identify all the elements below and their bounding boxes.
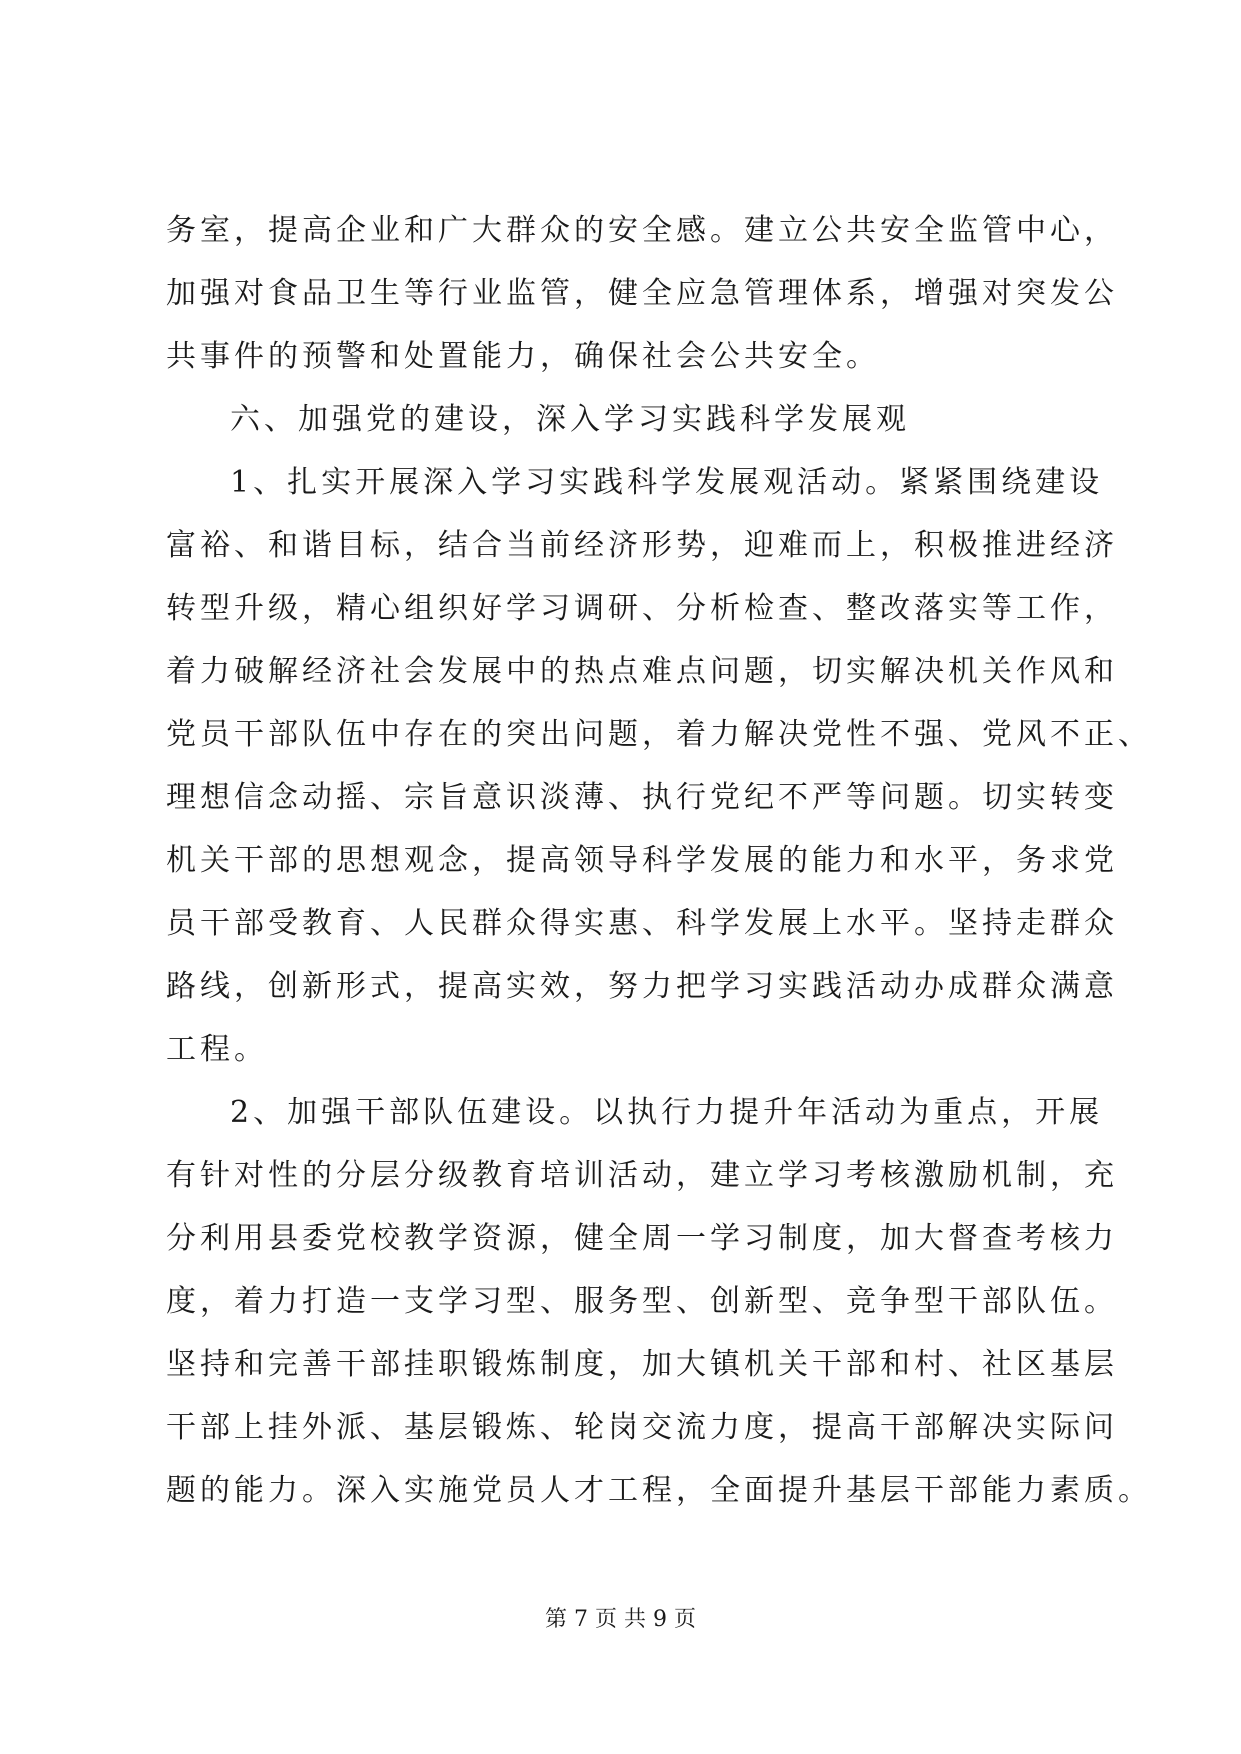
text-line: 路线，创新形式，提高实效，努力把学习实践活动办成群众满意 xyxy=(166,969,1118,1004)
text-line: 理想信念动摇、宗旨意识淡薄、执行党纪不严等问题。切实转变 xyxy=(166,780,1118,815)
text-line: 度，着力打造一支学习型、服务型、创新型、竞争型干部队伍。 xyxy=(166,1284,1118,1319)
text-line: 题的能力。深入实施党员人才工程，全面提升基层干部能力素质。 xyxy=(166,1473,1152,1508)
text-line: 员干部受教育、人民群众得实惠、科学发展上水平。坚持走群众 xyxy=(166,906,1118,941)
text-line: 有针对性的分层分级教育培训活动，建立学习考核激励机制，充 xyxy=(166,1158,1118,1193)
text-line: 加强对食品卫生等行业监管，健全应急管理体系，增强对突发公 xyxy=(166,276,1118,311)
text-line: 富裕、和谐目标，结合当前经济形势，迎难而上，积极推进经济 xyxy=(166,528,1118,563)
text-line: 干部上挂外派、基层锻炼、轮岗交流力度，提高干部解决实际问 xyxy=(166,1410,1118,1445)
document-body xyxy=(166,199,1152,1522)
text-line: 转型升级，精心组织好学习调研、分析检查、整改落实等工作， xyxy=(166,591,1118,626)
text-line: 着力破解经济社会发展中的热点难点问题，切实解决机关作风和 xyxy=(166,654,1118,689)
text-line: 党员干部队伍中存在的突出问题，着力解决党性不强、党风不正、 xyxy=(166,717,1152,752)
text-line: 共事件的预警和处置能力，确保社会公共安全。 xyxy=(166,339,880,374)
text-line: 2、加强干部队伍建设。以执行力提升年活动为重点，开展 xyxy=(230,1095,1104,1130)
text-line: 机关干部的思想观念，提高领导科学发展的能力和水平，务求党 xyxy=(166,843,1118,878)
text-line: 分利用县委党校教学资源，健全周一学习制度，加大督查考核力 xyxy=(166,1221,1118,1256)
text-line: 1、扎实开展深入学习实践科学发展观活动。紧紧围绕建设 xyxy=(230,465,1104,500)
text-line: 坚持和完善干部挂职锻炼制度，加大镇机关干部和村、社区基层 xyxy=(166,1347,1118,1382)
page-number: 第 7 页 共 9 页 xyxy=(545,1607,696,1632)
text-line: 六、加强党的建设，深入学习实践科学发展观 xyxy=(230,402,910,437)
text-line: 务室，提高企业和广大群众的安全感。建立公共安全监管中心， xyxy=(166,213,1118,248)
text-line: 工程。 xyxy=(166,1032,268,1067)
page-footer xyxy=(0,1605,1241,1635)
